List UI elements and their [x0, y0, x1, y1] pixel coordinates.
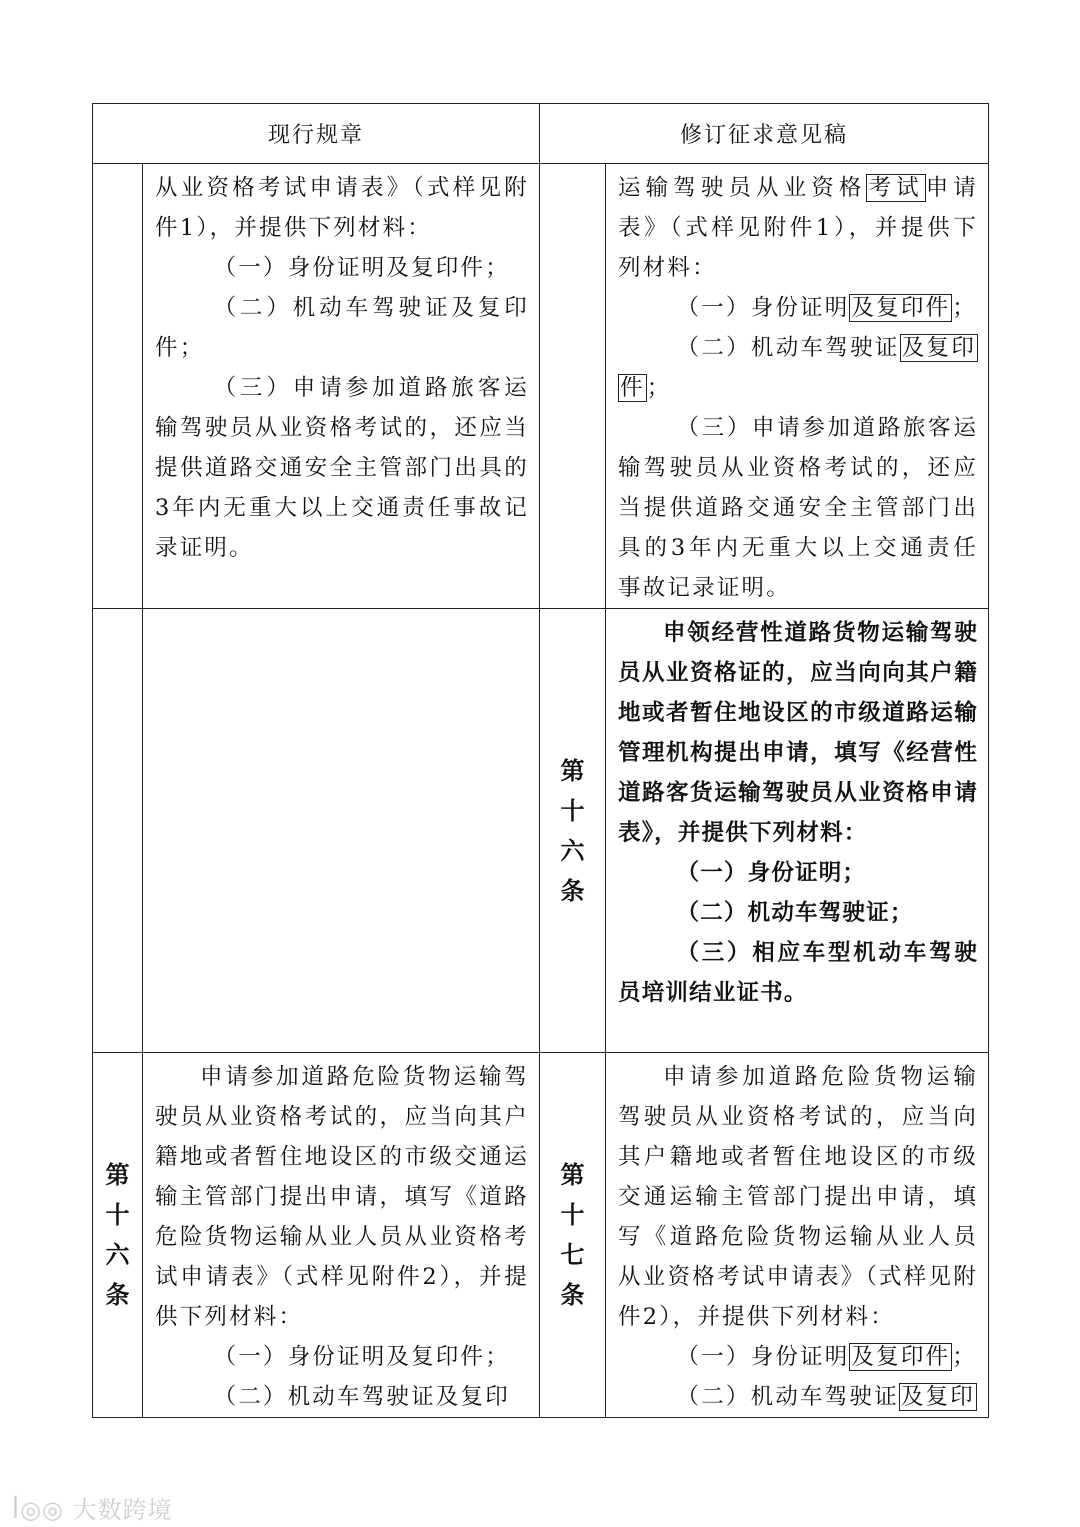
paragraph: [618, 1377, 978, 1417]
text-run: （二）机动车驾驶证: [676, 335, 900, 361]
label-char: 十: [105, 1201, 130, 1229]
left-article-label: [93, 609, 143, 1053]
right-article-label: [540, 164, 606, 609]
label-char: 十: [560, 1201, 585, 1229]
header-row: [93, 104, 989, 164]
header-current-rules: 现行规章: [93, 104, 540, 164]
text-run: ；: [952, 1344, 977, 1370]
right-article-label: [540, 1053, 606, 1418]
paragraph: （三）申请参加道路旅客运输驾驶员从业资格考试的，还应当提供道路交通安全主管部门出具的3年内无重大以上交通责任事故记录证明。: [155, 375, 530, 561]
paragraph: （一）身份证明；: [676, 860, 867, 886]
label-char: 第: [105, 1161, 130, 1189]
table-row: [93, 609, 989, 1053]
table-row: [93, 164, 989, 609]
paragraph: （二）机动车驾驶证；: [676, 900, 914, 926]
watermark: [12, 1490, 173, 1525]
paragraph: （一）身份证明及复印件；: [213, 1344, 510, 1370]
paragraph: （三）相应车型机动车驾驶员培训结业证书。: [618, 940, 979, 1006]
paragraph: 申请参加道路危险货物运输驾驶员从业资格考试的，应当向其户籍地或者暂住地设区的市级交通运输主管部门提出申请，填写《道路危险货物运输从业人员从业资格考试申请表》（式样见附件2），并提供下列材料：: [618, 1064, 979, 1330]
text-run: ；: [952, 295, 977, 321]
left-article-label: [93, 164, 143, 609]
text-run: （一）身份证明: [676, 1344, 850, 1370]
paragraph: （二）机动车驾驶证及复印: [213, 1384, 510, 1410]
watermark-logo-icon: ꟾ◎◎: [12, 1496, 64, 1524]
label-char: 第: [560, 1161, 585, 1189]
label-char: 七: [560, 1241, 585, 1269]
paragraph: 申领经营性道路货物运输驾驶员从业资格证的，应当向向其户籍地或者暂住地设区的市级道路运输管理机构提出申请，填写《经营性道路客货运输驾驶员从业资格申请表》，并提供下列材料：: [618, 620, 979, 846]
text-run: 运输驾驶员从业资格: [618, 175, 867, 201]
paragraph: （三）申请参加道路旅客运输驾驶员从业资格考试的，还应当提供道路交通安全主管部门出具的3年内无重大以上交通责任事故记录证明。: [618, 415, 979, 601]
right-content: [606, 609, 989, 1053]
left-content: [143, 1053, 540, 1418]
label-char: 十: [560, 796, 585, 825]
label-char: 条: [560, 1281, 585, 1309]
paragraph: 申请参加道路危险货物运输驾驶员从业资格考试的，应当向其户籍地或者暂住地设区的市级交通运输主管部门提出申请，填写《道路危险货物运输从业人员从业资格考试申请表》（式样见附件2），并提供下列材料：: [155, 1064, 530, 1330]
right-article-label: [540, 609, 606, 1053]
left-content-empty: [143, 609, 540, 1053]
text-run: ；: [646, 375, 672, 401]
paragraph: [618, 168, 978, 288]
revision-highlight: 及复印件: [851, 295, 951, 321]
paragraph: （二）机动车驾驶证及复印件；: [155, 295, 530, 361]
text-run: （一）身份证明: [676, 295, 850, 321]
left-content: [143, 164, 540, 609]
label-char: 六: [560, 836, 585, 865]
comparison-table: [92, 103, 989, 1418]
left-article-label: [93, 1053, 143, 1418]
paragraph: 从业资格考试申请表》（式样见附件1），并提供下列材料：: [155, 175, 530, 241]
revision-highlight: 及复印件: [851, 1344, 951, 1370]
label-char: 条: [560, 876, 585, 905]
label-char: 条: [105, 1281, 130, 1309]
revision-highlight: 及复印: [900, 1384, 975, 1410]
revision-highlight: 件: [620, 375, 645, 401]
text-run: 申请表》（式样见附件1），并提供下列材料：: [618, 175, 979, 281]
right-content: [606, 164, 989, 609]
text-run: （二）机动车驾驶证: [676, 1384, 899, 1410]
paragraph: [618, 1337, 978, 1377]
header-revision-draft: 修订征求意见稿: [540, 104, 989, 164]
paragraph: [618, 288, 978, 328]
label-char: 第: [560, 756, 585, 785]
label-char: 六: [105, 1241, 130, 1269]
watermark-text: 大数跨境: [72, 1496, 173, 1524]
table-row: [93, 1053, 989, 1418]
paragraph: [618, 328, 978, 408]
revision-highlight: 及复印: [901, 335, 977, 361]
revision-highlight: 考试: [868, 175, 924, 201]
paragraph: （一）身份证明及复印件；: [213, 255, 510, 281]
right-content: [606, 1053, 989, 1418]
